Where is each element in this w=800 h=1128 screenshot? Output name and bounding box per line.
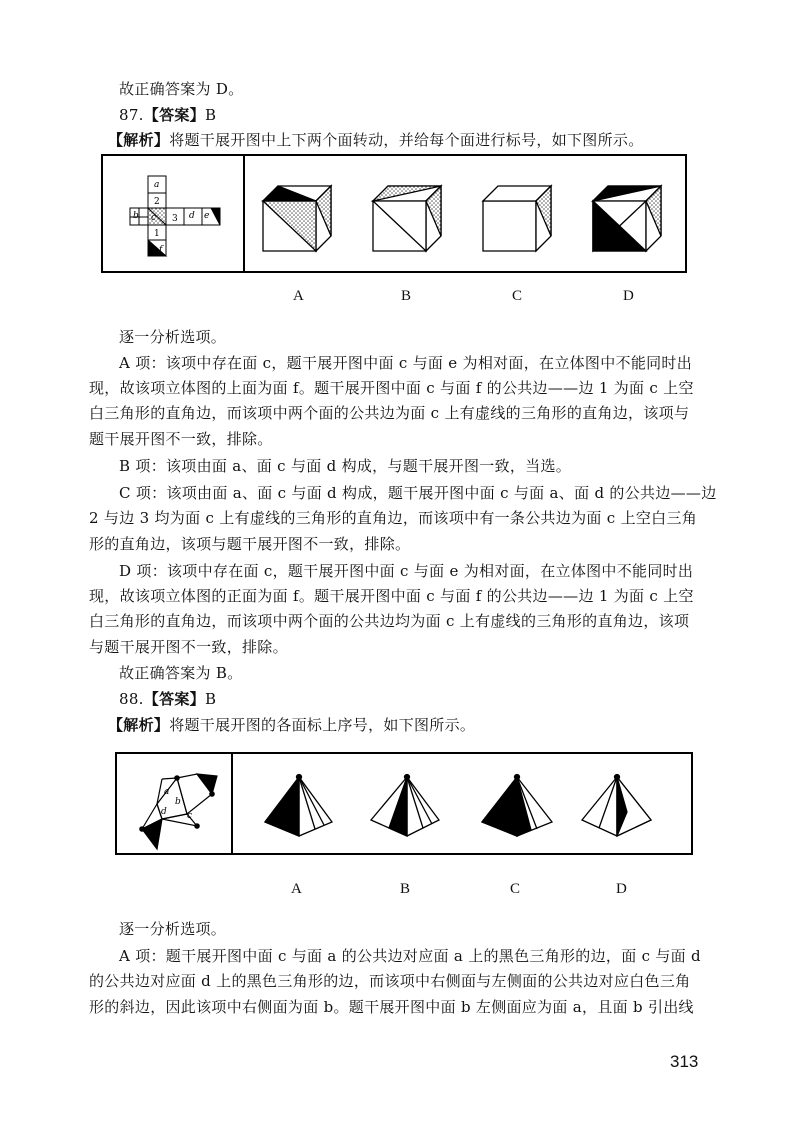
q87-analysis-line [108, 129, 644, 151]
q87-para-c-line-3: 形的直角边，该项与题干展开图不一致，排除。 [89, 535, 411, 553]
q86-conclusion: 故正确答案为 D。 [119, 80, 244, 98]
net-label-1: 1 [154, 229, 160, 239]
q88-net-label-b: b [175, 797, 181, 807]
q88-pyramid-a [265, 775, 332, 837]
q87-number: 87. [119, 106, 144, 124]
q87-figure-svg [103, 156, 685, 271]
q87-para-a-line-2: 现，故该项立体图的上面为面 f。题干展开图中面 c 与面 f 的公共边——边 1 为面 c 上空 [89, 379, 694, 397]
net-label-e: e [204, 211, 210, 221]
q88-net-label-d: d [161, 807, 167, 817]
net-black-tri-f [148, 240, 166, 256]
q88-para-a-line-2: 的公共边对应面 d 上的黑色三角形的边，而该项中右侧面与左侧面的公共边对应白色三角 [89, 972, 691, 990]
q87-para-d-line-2: 现，故该项立体图的正面为面 f。题干展开图中面 c 与面 f 的公共边——边 1 为面 c 上空 [89, 587, 694, 605]
q88-pyramid-d [582, 775, 651, 837]
net-label-a: a [154, 180, 160, 190]
q87-option-d-label: D [623, 288, 634, 304]
q88-figure-svg [117, 754, 691, 853]
q87-option-b-label: B [401, 288, 412, 304]
q87-figure [101, 154, 687, 273]
q87-para-a-line-4: 题干展开图不一致，排除。 [89, 430, 273, 448]
q87-para-c-line-2: 2 与边 3 均为面 c 上有虚线的三角形的直角边，而该项中有一条公共边为面 c 上空白三角 [89, 509, 698, 527]
q87-para-d-line-4: 与题干展开图不一致，排除。 [89, 638, 288, 656]
q87-analysis: 将题干展开图中上下两个面转动，并给每个面进行标号，如下图所示。 [169, 131, 644, 149]
q87-intro: 逐一分析选项。 [119, 328, 227, 346]
q87-cube-a [263, 186, 331, 251]
q87-para-d-line-1: D 项：该项中存在面 c，题干展开图中面 c 与面 e 为相对面，在立体图中不能同时出 [119, 562, 694, 580]
q87-option-a-label: A [293, 288, 304, 304]
q88-para-a-line-3: 形的斜边，因此该项中右侧面为面 b。题干展开图中面 b 左侧面应为面 a，且面 b 引出线 [89, 998, 694, 1016]
net-label-b: b [133, 211, 139, 221]
q88-pyramid-b [371, 775, 439, 837]
q87-conclusion: 故正确答案为 B。 [119, 664, 243, 682]
q87-para-b-line-1: B 项：该项由面 a、面 c 与面 d 构成，与题干展开图一致，当选。 [119, 457, 572, 475]
q88-para-a-line-1: A 项：题干展开图中面 c 与面 a 的公共边对应面 a 上的黑色三角形的边，面 c 与面 d [119, 947, 701, 965]
q87-option-c-label: C [512, 288, 523, 304]
q87-para-d-line-3: 白三角形的直角边，而该项中两个面的公共边均为面 c 上有虚线的三角形的直角边，该项 [89, 612, 690, 630]
q88-net-label-a: a [164, 787, 170, 797]
q88-net [140, 774, 217, 849]
q87-cube-b [373, 186, 441, 251]
net-label-2: 2 [154, 197, 160, 207]
q87-cube-c [483, 186, 551, 251]
q87-para-a-line-1: A 项：该项中存在面 c，题干展开图中面 c 与面 e 为相对面，在立体图中不能同时出 [119, 354, 693, 372]
net-label-c: c [151, 213, 157, 223]
q87-answer-line [119, 104, 216, 126]
q88-option-c-label: C [510, 881, 521, 897]
q88-net-label-c: c [187, 811, 193, 821]
q87-cube-d [593, 186, 661, 251]
q88-number: 88. [119, 690, 144, 708]
q88-option-d-label: D [616, 881, 627, 897]
q88-option-b-label: B [400, 881, 411, 897]
q88-intro: 逐一分析选项。 [119, 920, 227, 938]
q87-answer: B [204, 106, 217, 124]
page-number: 313 [670, 1052, 699, 1071]
net-black-tri-e [211, 208, 220, 225]
q88-pyramid-c [482, 775, 552, 837]
net-label-3: 3 [172, 214, 178, 224]
q88-figure [115, 752, 693, 855]
q87-answer-tag: 【答案】 [143, 106, 205, 124]
q88-answer-line [119, 688, 216, 710]
q88-option-a-label: A [291, 881, 302, 897]
q87-para-c-line-1: C 项：该项由面 a、面 c 与面 d 构成，题干展开图中面 c 与面 a、面 d 的公共边——边 [119, 484, 717, 502]
q87-analysis-tag: 【解析】 [108, 131, 170, 149]
q87-para-a-line-3: 白三角形的直角边，而该项中两个面的公共边为面 c 上有虚线的三角形的直角边，该项与 [89, 404, 690, 422]
q88-answer: B [204, 690, 217, 708]
net-label-f: f [159, 245, 163, 255]
net-label-d: d [189, 211, 195, 221]
q88-answer-tag: 【答案】 [143, 690, 205, 708]
q88-analysis-line [108, 714, 475, 736]
q88-analysis: 将题干展开图的各面标上序号，如下图所示。 [169, 716, 476, 734]
q88-analysis-tag: 【解析】 [108, 716, 170, 734]
